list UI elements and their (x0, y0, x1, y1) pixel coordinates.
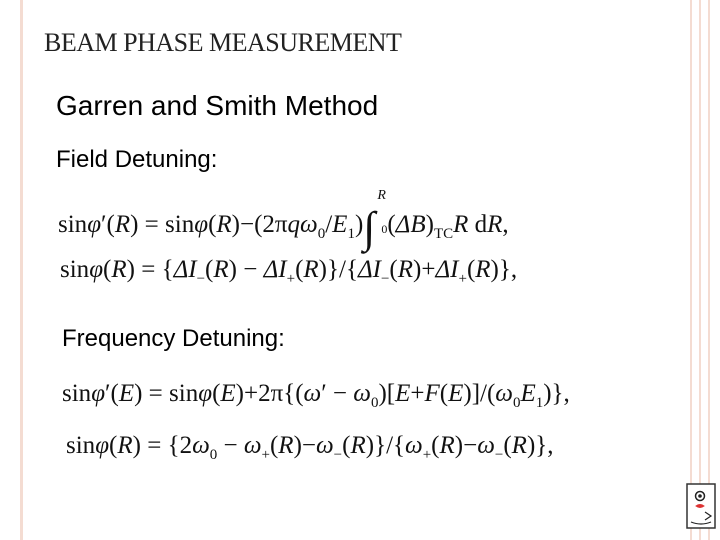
right-border-stripe (690, 0, 692, 540)
frequency-detuning-label: Frequency Detuning: (62, 325, 285, 352)
equation-frequency-1: $\sin\varphi'(E) = \sin\varphi(E)+2\pi\{(\omega' - \omega_0)[E+F(E)]/(\omega_0E_1)\}$, (62, 380, 570, 411)
field-detuning-label: Field Detuning: (56, 146, 218, 173)
right-border-stripe (708, 0, 710, 540)
method-heading: Garren and Smith Method (56, 90, 379, 121)
equation-field-2: $\sin\varphi(R) = \{\Delta I_-(R) - \Delta I_+(R)\}/\{\Delta I_-(R)+\Delta I_+(R)\}$, (60, 256, 518, 287)
face-logo-icon (683, 482, 719, 530)
right-border-stripe (699, 0, 701, 540)
left-border-stripe (20, 0, 23, 540)
equation-frequency-2: $\sin\varphi(R) = \{2\omega_0 - \omega_+(R)-\omega_-(R)\}/\{\omega_+(R)-\omega_-(R)\}$, (66, 432, 554, 463)
slide-title: BEAM PHASE MEASUREMENT (44, 28, 402, 57)
equation-field-1: $\sin\varphi'(R) = \sin\varphi(R)-(2\pi q\omega_0/E_1)\int$ R 0 $(\Delta B)_{TC}R$ dR, (58, 188, 509, 252)
